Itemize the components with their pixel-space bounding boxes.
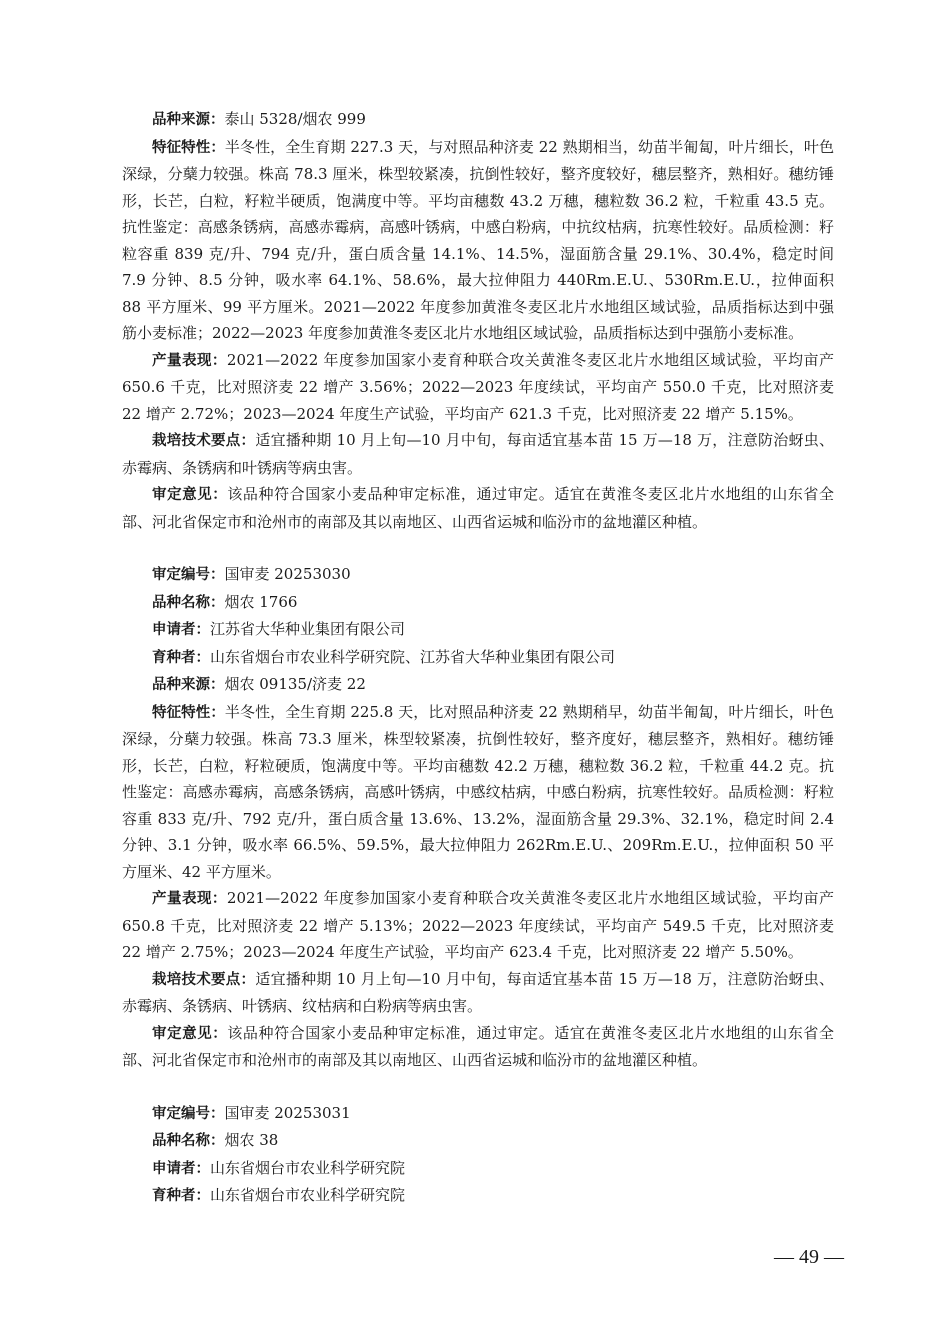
field-characteristics [122,134,834,347]
field-label: 审定意见： [152,487,228,503]
field-text: 烟农 1766 [224,592,298,611]
field-label: 产量表现： [152,352,227,369]
field-yield [122,885,834,966]
field-label: 特征特性： [152,704,225,721]
field-text: 国审麦 20253030 [224,565,351,583]
field-text: 2021—2022 年度参加国家小麦育种联合攻关黄淮冬麦区北片水地组区域试验，平均亩产 650.6 千克，比对照济麦 22 增产 3.56%；2022—2023 年度续试，平均亩产 550.0 千克，比对照济麦 22 增产 2.72%；2023—2024 年度生产试验，平均亩产 621.3 千克，比对照济麦 22 增产 5.15%。 [122,350,834,423]
block-spacer [122,535,834,561]
field-source [122,671,834,699]
field-label: 育种者： [152,1188,210,1204]
field-source [122,106,834,134]
field-characteristics [122,699,834,886]
field-applicant [122,616,834,644]
field-text: 半冬性，全生育期 227.3 天，与对照品种济麦 22 熟期相当，幼苗半匍匐，叶片细长，叶色深绿，分蘖力较强。株高 78.3 厘米，株型较紧凑，抗倒性较好，整齐度较好，穗层整齐，熟相好。穗纺锤形，长芒，白粒，籽粒半硬质，饱满度中等。平均亩穗数 43.2 万穗，穗粒数 36.2 粒，千粒重 43.5 克。抗性鉴定：高感条锈病，高感赤霉病，高感叶锈病，中感白粉病，中抗纹枯病，抗寒性较好。品质检测：籽粒容重 839 克/升、794 克/升，蛋白质含量 14.1%、14.5%，湿面筋含量 29.1%、30.4%，稳定时间 7.9 分钟、8.5 分钟，吸水率 64.1%、58.6%，最大拉伸阻力 440Rm.E.U.、530Rm.E.U.，拉伸面积 88 平方厘米、99 平方厘米。2021—2022 年度参加黄淮冬麦区北片水地组区域试验，品质指标达到中强筋小麦标准；2022—2023 年度参加黄淮冬麦区北片水地组区域试验，品质指标达到中强筋小麦标准。 [122,137,835,342]
page-number: — 49 — [774,1246,844,1268]
field-label: 申请者： [152,622,210,638]
field-label: 品种名称： [152,594,225,611]
field-approval-number [122,561,834,589]
field-label: 申请者： [152,1160,210,1177]
variety-block-1 [122,106,834,535]
field-label: 审定编号： [152,1105,225,1122]
field-text: 山东省烟台市农业科学研究院 [210,1186,406,1204]
field-cultivation [122,427,834,481]
field-approval-number [122,1100,834,1128]
field-text: 山东省烟台市农业科学研究院 [210,1158,406,1177]
field-text: 烟农 09135/济麦 22 [224,675,366,693]
field-label: 特征特性： [152,139,225,156]
field-text: 泰山 5328/烟农 999 [224,110,366,128]
field-label: 品种来源： [152,112,225,128]
field-breeder [122,1182,834,1210]
field-label: 审定编号： [152,567,225,583]
field-text: 烟农 38 [224,1131,279,1149]
field-label: 审定意见： [152,1025,228,1042]
field-text: 国审麦 20253031 [224,1103,351,1122]
field-text: 适宜播种期 10 月上旬—10 月中旬，每亩适宜基本苗 15 万—18 万，注意防治蚜虫、赤霉病、条锈病和叶锈病等病虫害。 [122,431,835,477]
field-text: 适宜播种期 10 月上旬—10 月中旬，每亩适宜基本苗 15 万—18 万，注意防治蚜虫、赤霉病、条锈病、叶锈病、纹枯病和白粉病等病虫害。 [122,969,835,1015]
field-text: 该品种符合国家小麦品种审定标准，通过审定。适宜在黄淮冬麦区北片水地组的山东省全部、河北省保定市和沧州市的南部及其以南地区、山西省运城和临汾市的盆地灌区种植。 [122,1023,835,1069]
variety-block-2 [122,561,834,1074]
field-text: 半冬性，全生育期 225.8 天，比对照品种济麦 22 熟期稍早，幼苗半匍匐，叶片细长，叶色深绿，分蘖力较强。株高 73.3 厘米，株型较紧凑，抗倒性较好，整齐度好，穗层整齐，熟相好。穗纺锤形，长芒，白粒，籽粒硬质，饱满度中等。平均亩穗数 42.2 万穗，穗粒数 36.2 粒，千粒重 44.2 克。抗性鉴定：高感赤霉病，高感条锈病，高感叶锈病，中感纹枯病，中感白粉病，抗寒性较好。品质检测：籽粒容重 833 克/升、792 克/升，蛋白质含量 13.6%、13.2%，湿面筋含量 29.3%、32.1%，稳定时间 2.4 分钟、3.1 分钟，吸水率 66.5%、59.5%，最大拉伸阻力 262Rm.E.U.、209Rm.E.U.，拉伸面积 50 平方厘米、42 平方厘米。 [122,702,835,881]
field-label: 产量表现： [152,891,227,907]
block-spacer [122,1074,834,1100]
field-label: 栽培技术要点： [152,971,256,988]
field-variety-name [122,589,834,617]
field-opinion [122,481,834,535]
field-variety-name [122,1127,834,1155]
field-cultivation [122,966,834,1020]
variety-block-3 [122,1100,834,1210]
field-text: 2021—2022 年度参加国家小麦育种联合攻关黄淮冬麦区北片水地组区域试验，平均亩产 650.8 千克，比对照济麦 22 增产 5.13%；2022—2023 年度续试，平均亩产 549.5 千克，比对照济麦 22 增产 2.75%；2023—2024 年度生产试验，平均亩产 623.4 千克，比对照济麦 22 增产 5.50%。 [122,889,834,961]
field-opinion [122,1020,834,1074]
field-text: 该品种符合国家小麦品种审定标准，通过审定。适宜在黄淮冬麦区北片水地组的山东省全部、河北省保定市和沧州市的南部及其以南地区、山西省运城和临汾市的盆地灌区种植。 [122,485,835,531]
field-breeder [122,644,834,672]
field-yield [122,347,834,428]
field-applicant [122,1155,834,1183]
field-text: 江苏省大华种业集团有限公司 [210,620,406,638]
field-text: 山东省烟台市农业科学研究院、江苏省大华种业集团有限公司 [210,647,616,666]
field-label: 育种者： [152,649,210,666]
field-label: 品种来源： [152,677,225,693]
field-label: 栽培技术要点： [152,433,256,449]
document-body [122,106,834,1210]
field-label: 品种名称： [152,1133,225,1149]
